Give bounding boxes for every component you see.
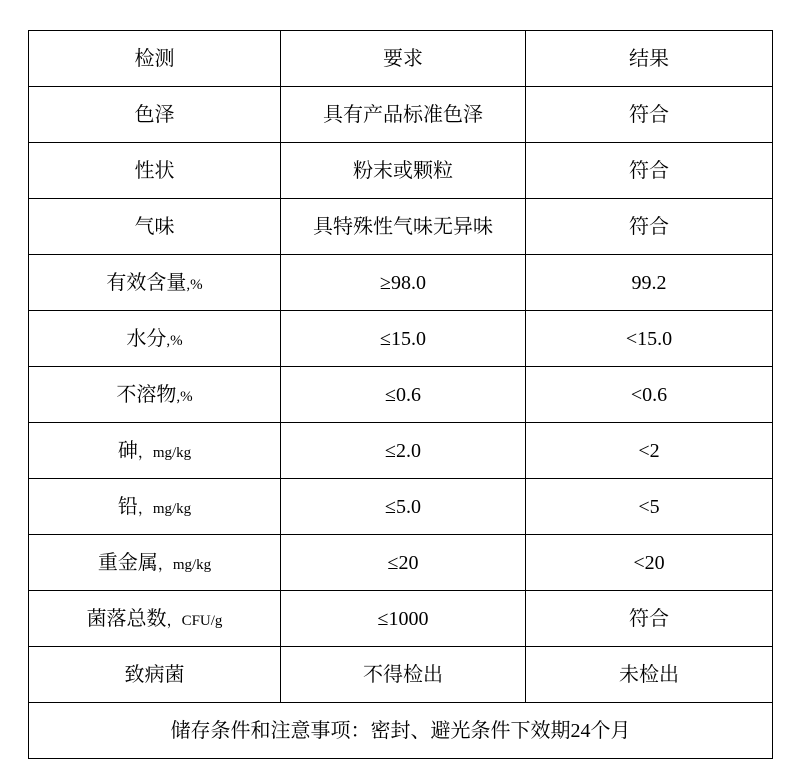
table-row bbox=[29, 591, 773, 647]
cell-result: <20 bbox=[526, 535, 773, 591]
cell-item bbox=[29, 311, 281, 367]
column-header-item: 检测 bbox=[29, 31, 281, 87]
table-row bbox=[29, 87, 773, 143]
cell-item bbox=[29, 423, 281, 479]
cell-item bbox=[29, 199, 281, 255]
item-unit: ,% bbox=[186, 276, 203, 293]
item-unit: ，mg/kg bbox=[137, 500, 192, 517]
item-name: 铅 bbox=[117, 495, 138, 518]
cell-result: 符合 bbox=[526, 143, 773, 199]
cell-requirement: ≤2.0 bbox=[281, 423, 526, 479]
cell-item bbox=[29, 87, 281, 143]
item-name: 菌落总数 bbox=[86, 607, 167, 630]
cell-item bbox=[29, 647, 281, 703]
cell-item bbox=[29, 591, 281, 647]
table-row bbox=[29, 423, 773, 479]
cell-result: 符合 bbox=[526, 199, 773, 255]
item-name: 重金属 bbox=[97, 551, 158, 574]
cell-result: 未检出 bbox=[526, 647, 773, 703]
specification-table bbox=[28, 30, 773, 759]
cell-requirement: ≥98.0 bbox=[281, 255, 526, 311]
item-name: 砷 bbox=[117, 439, 138, 462]
storage-note: 储存条件和注意事项：密封、避光条件下效期24个月 bbox=[29, 703, 773, 759]
table-header-row bbox=[29, 31, 773, 87]
cell-requirement: ≤1000 bbox=[281, 591, 526, 647]
cell-result: 符合 bbox=[526, 87, 773, 143]
item-unit: ，CFU/g bbox=[166, 612, 223, 629]
cell-requirement: ≤0.6 bbox=[281, 367, 526, 423]
cell-result: <0.6 bbox=[526, 367, 773, 423]
table-row bbox=[29, 311, 773, 367]
item-name: 性状 bbox=[134, 159, 175, 182]
item-unit: ,% bbox=[176, 388, 193, 405]
table-row bbox=[29, 143, 773, 199]
cell-item bbox=[29, 143, 281, 199]
cell-item bbox=[29, 255, 281, 311]
cell-requirement: ≤5.0 bbox=[281, 479, 526, 535]
cell-requirement: 粉末或颗粒 bbox=[281, 143, 526, 199]
cell-requirement: ≤15.0 bbox=[281, 311, 526, 367]
item-unit: ,% bbox=[166, 332, 183, 349]
table-row bbox=[29, 255, 773, 311]
cell-result: <2 bbox=[526, 423, 773, 479]
item-unit: ，mg/kg bbox=[137, 444, 192, 461]
item-name: 致病菌 bbox=[124, 663, 185, 686]
cell-requirement: 不得检出 bbox=[281, 647, 526, 703]
cell-requirement: ≤20 bbox=[281, 535, 526, 591]
table-row bbox=[29, 367, 773, 423]
column-header-requirement: 要求 bbox=[281, 31, 526, 87]
cell-requirement: 具有产品标准色泽 bbox=[281, 87, 526, 143]
cell-result: 99.2 bbox=[526, 255, 773, 311]
item-name: 色泽 bbox=[134, 103, 175, 126]
item-unit: ，mg/kg bbox=[157, 556, 212, 573]
table-footer-row bbox=[29, 703, 773, 759]
cell-item bbox=[29, 367, 281, 423]
table-row bbox=[29, 535, 773, 591]
table-row bbox=[29, 647, 773, 703]
item-name: 不溶物 bbox=[116, 383, 177, 406]
column-header-result: 结果 bbox=[526, 31, 773, 87]
cell-result: <15.0 bbox=[526, 311, 773, 367]
table-row bbox=[29, 199, 773, 255]
cell-item bbox=[29, 535, 281, 591]
table-row bbox=[29, 479, 773, 535]
cell-requirement: 具特殊性气味无异味 bbox=[281, 199, 526, 255]
item-name: 气味 bbox=[134, 215, 175, 238]
cell-result: <5 bbox=[526, 479, 773, 535]
item-name: 水分 bbox=[126, 327, 167, 350]
spec-table-container bbox=[28, 30, 772, 759]
item-name: 有效含量 bbox=[106, 271, 187, 294]
cell-item bbox=[29, 479, 281, 535]
cell-result: 符合 bbox=[526, 591, 773, 647]
